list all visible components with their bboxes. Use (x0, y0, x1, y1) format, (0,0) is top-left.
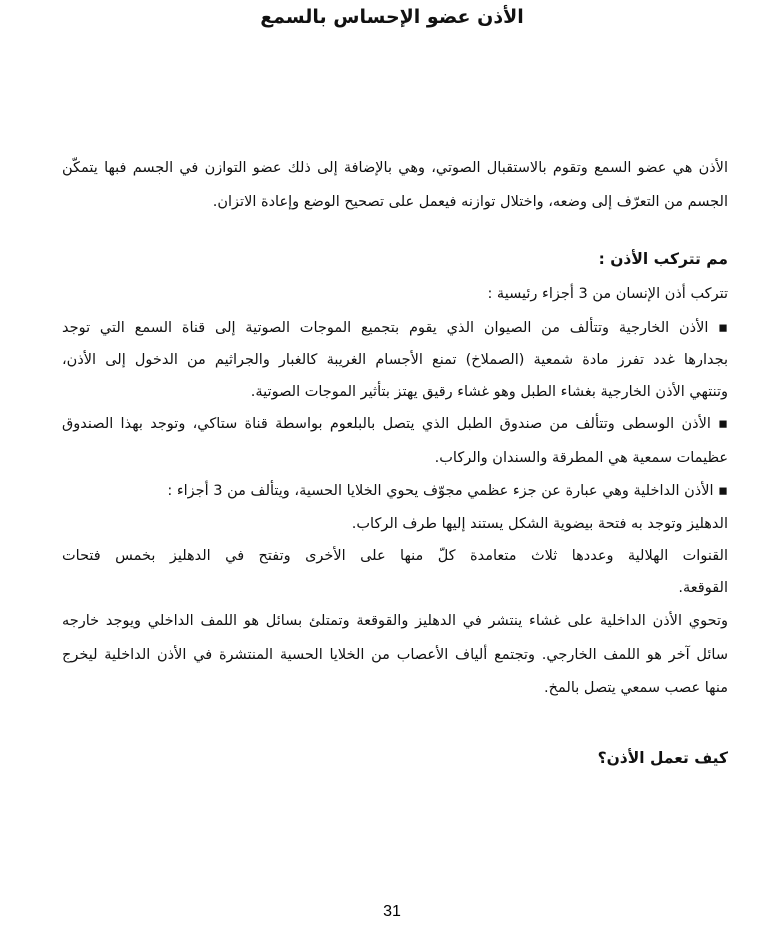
inner-ear-detail-line-1: وتحوي الأذن الداخلية على غشاء ينتشر في الدهليز والقوقعة وتمتلئ بسائل هو اللمف الداخلي ويوجد خارجه (62, 613, 728, 629)
vestibule-line: الدهليز وتوجد به فتحة بيضوية الشكل يستند إليها طرف الركاب. (351, 516, 728, 532)
inner-ear-detail-line-3: منها عصب سمعي يتصل بالمخ. (544, 680, 728, 696)
inner-ear-detail-line-2: سائل آخر هو اللمف الخارجي. وتجتمع ألياف الأعصاب من الخلايا الحسية المنتشرة في الأذن الداخلية ليخرج (62, 647, 728, 663)
outer-ear-line-1: ▪ الأذن الخارجية وتتألف من الصيوان الذي يقوم بتجميع الموجات الصوتية إلى قناة السمع التي توجد (62, 320, 728, 336)
section-heading-how-ear-works: كيف تعمل الأذن؟ (597, 749, 728, 767)
cochlea-line: القوقعة. (678, 580, 728, 596)
page-title: الأذن عضو الإحساس بالسمع (260, 6, 524, 28)
inner-ear-line-1: ▪ الأذن الداخلية وهي عبارة عن جزء عظمي مجوّف يحوي الخلايا الحسية، ويتألف من 3 أجزاء : (167, 483, 728, 499)
section-heading-composition: مم تتركب الأذن : (598, 250, 728, 268)
outer-ear-line-3: وتنتهي الأذن الخارجية بغشاء الطبل وهو غشاء رقيق يهتز بتأثير الموجات الصوتية. (250, 384, 728, 400)
section-lead: تتركب أذن الإنسان من 3 أجزاء رئيسية : (487, 286, 728, 302)
middle-ear-line-2: عظيمات سمعية هي المطرقة والسندان والركاب. (434, 450, 728, 466)
intro-line-2: الجسم من التعرّف إلى وضعه، واختلال توازنه فيعمل على تصحيح الوضع وإعادة الاتزان. (212, 194, 728, 210)
semicircular-canals-line: القنوات الهلالية وعددها ثلاث متعامدة كلّ منها على الأخرى وتفتح في الدهليز بخمس فتحات (62, 548, 728, 564)
outer-ear-line-2: بجدارها غدد تفرز مادة شمعية (الصملاخ) تمنع الأجسام الغريبة كالغبار والجراثيم من الدخول إلى الأذن، (62, 352, 728, 368)
page-number: 31 (383, 903, 401, 920)
middle-ear-line-1: ▪ الأذن الوسطى وتتألف من صندوق الطبل الذي يتصل بالبلعوم بواسطة قناة ستاكي، وتوجد بهذا الصندوق (62, 416, 728, 432)
intro-line-1: الأذن هي عضو السمع وتقوم بالاستقبال الصوتي، وهي بالإضافة إلى ذلك عضو التوازن في الجسم فبها يتمكّن (62, 160, 728, 176)
